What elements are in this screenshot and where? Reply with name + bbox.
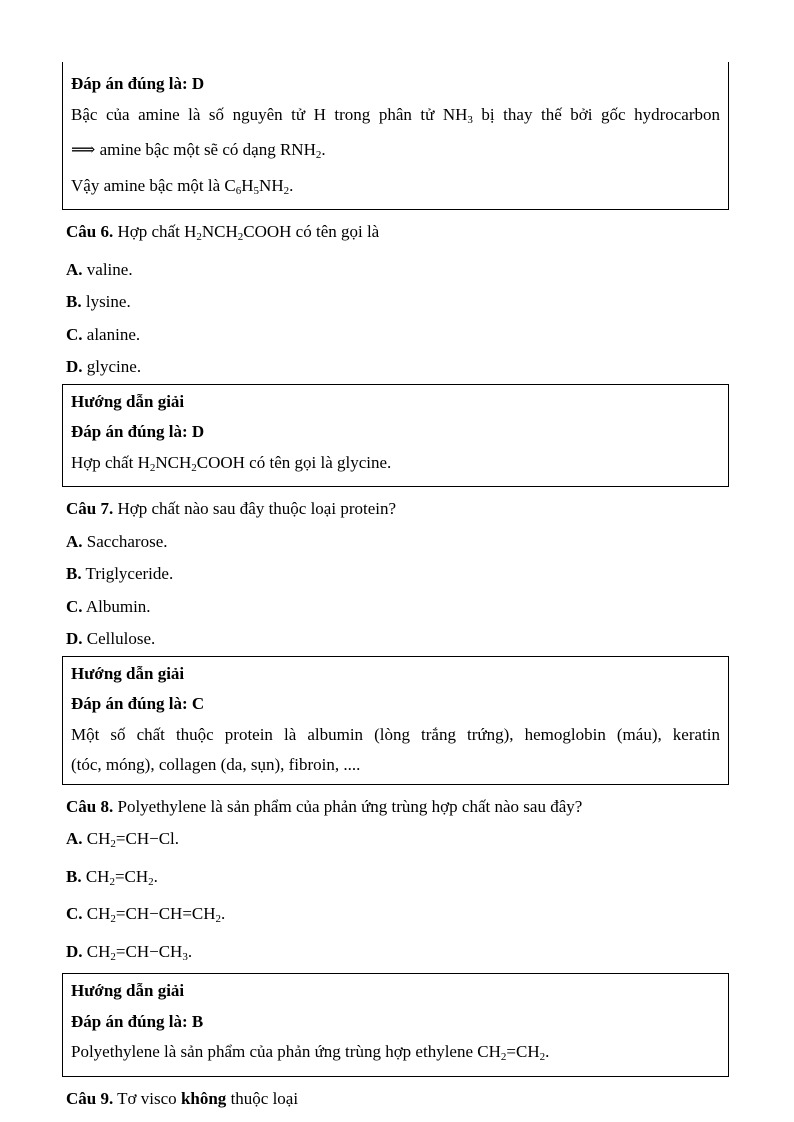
question-8-option-c (66, 898, 728, 936)
text-run: Polyethylene là sản phẩm của phản ứng trùng hợp ethylene CH (71, 1042, 501, 1061)
text-run: ⟹ amine bậc một sẽ có dạng RNH (71, 140, 316, 159)
text-run: NCH (201, 222, 238, 241)
bold-text-run: A. (66, 259, 83, 279)
answer-label (71, 1007, 720, 1038)
guide-heading (71, 976, 720, 1007)
question-8-text (66, 791, 728, 824)
text-run: . (153, 866, 158, 886)
bold-text-run: C. (66, 324, 83, 344)
answer-label (71, 69, 720, 100)
subscript-run: 2 (315, 149, 322, 161)
bold-text-run: C. (66, 904, 83, 923)
question-6-option-c (66, 319, 728, 352)
subscript-run: 6 (235, 184, 242, 197)
subscript-run: 5 (253, 184, 260, 197)
explanation-line (71, 750, 720, 781)
subscript-run: 2 (149, 461, 156, 474)
text-run: . (187, 941, 193, 961)
option-line (66, 351, 728, 384)
text-run: Hợp chất H (113, 222, 197, 241)
subscript-run: 2 (109, 875, 115, 888)
explanation-line (71, 720, 720, 751)
text-run: =CH−Cl. (115, 829, 180, 848)
question-line (66, 216, 728, 254)
text-run: alanine. (82, 324, 141, 344)
text-run: Cellulose. (82, 629, 156, 648)
bold-text-run: Hướng dẫn giải (71, 663, 185, 683)
text-run: H (241, 175, 254, 195)
bold-text-run: Câu 6. (66, 222, 114, 241)
option-line (66, 898, 728, 936)
question-6-option-b (66, 286, 728, 319)
text-run: (tóc, móng), collagen (da, sụn), fibroin, .... (71, 755, 361, 774)
bold-text-run: không (180, 1088, 227, 1108)
question-8-option-b (66, 861, 728, 899)
text-run: =CH (114, 866, 149, 886)
bold-text-run: B. (66, 292, 82, 311)
guide-heading (71, 659, 720, 690)
text-run: lysine. (81, 292, 131, 311)
subscript-run: 2 (196, 231, 202, 243)
question-7-option-b (66, 558, 728, 591)
text-run: NH (259, 175, 284, 195)
option-line (66, 823, 728, 861)
bold-text-run: D. (66, 357, 83, 376)
subscript-run: 2 (539, 1051, 546, 1063)
option-line (66, 254, 728, 287)
option-line (66, 591, 728, 624)
text-run: CH (82, 829, 111, 848)
option-line (66, 936, 728, 974)
text-run: Albumin. (82, 596, 151, 616)
text-run: CH (81, 866, 110, 886)
question-6-option-a (66, 254, 728, 287)
bold-text-run: B. (66, 866, 82, 886)
option-line (66, 319, 728, 352)
bold-text-run: Đáp án đúng là: D (71, 74, 205, 93)
text-run: glycine. (82, 357, 142, 376)
bold-text-run: Đáp án đúng là: C (71, 694, 205, 713)
bold-text-run: C. (66, 596, 83, 616)
solution-box-previous-question (62, 62, 729, 210)
text-run: COOH có tên gọi là glycine. (196, 452, 392, 472)
subscript-run: 2 (110, 838, 116, 850)
text-run: Vậy amine bậc một là C (71, 175, 236, 195)
subscript-run: 2 (500, 1051, 507, 1063)
question-7-option-c (66, 591, 728, 624)
guide-heading (71, 387, 720, 418)
text-run: CH (82, 941, 111, 961)
question-9-text (66, 1083, 728, 1116)
text-run: Bậc của amine là số nguyên tử H trong phân tử NH (71, 104, 468, 124)
explanation-line (71, 135, 720, 171)
explanation-line (71, 1037, 720, 1073)
bold-text-run: D. (66, 629, 83, 648)
text-run: =CH−CH (115, 941, 183, 961)
text-run: COOH có tên gọi là (243, 222, 380, 241)
question-8-option-a (66, 823, 728, 861)
subscript-run: 3 (467, 113, 473, 126)
bold-text-run: A. (66, 531, 83, 551)
subscript-run: 2 (237, 231, 244, 243)
subscript-run: 2 (110, 950, 116, 963)
text-run: . (321, 140, 326, 159)
text-run: Hợp chất nào sau đây thuộc loại protein? (113, 499, 397, 518)
bold-text-run: Hướng dẫn giải (71, 391, 185, 411)
text-run: valine. (82, 259, 133, 279)
text-run: CH (82, 904, 111, 923)
solution-box-question-8 (62, 973, 729, 1077)
solution-box-question-6 (62, 384, 729, 488)
bold-text-run: Câu 9. (66, 1088, 114, 1108)
text-run: Saccharose. (82, 531, 168, 551)
answer-label (71, 689, 720, 720)
option-line (66, 558, 728, 591)
subscript-run: 2 (191, 461, 197, 474)
explanation-line (71, 448, 720, 484)
option-line (66, 623, 728, 656)
question-7-option-a (66, 526, 728, 559)
text-run: bị thay thế bởi gốc hydrocarbon (472, 104, 720, 124)
text-run: Triglyceride. (81, 564, 174, 583)
text-run: Hợp chất H (71, 452, 150, 472)
question-7-text (66, 493, 728, 526)
question-line (66, 791, 728, 824)
bold-text-run: D. (66, 941, 83, 961)
bold-text-run: Đáp án đúng là: B (71, 1011, 204, 1031)
text-run: . (221, 904, 226, 923)
solution-box-question-7 (62, 656, 729, 785)
question-line (66, 1083, 728, 1116)
text-run: Tơ visco (113, 1088, 181, 1108)
bold-text-run: Hướng dẫn giải (71, 981, 185, 1000)
text-run: =CH−CH=CH (115, 904, 216, 923)
question-6-text (66, 216, 728, 254)
subscript-run: 2 (148, 875, 154, 888)
question-7-option-d (66, 623, 728, 656)
explanation-line (71, 100, 720, 136)
question-8-option-d (66, 936, 728, 974)
bold-text-run: Đáp án đúng là: D (71, 422, 205, 441)
subscript-run: 2 (283, 184, 290, 197)
subscript-run: 3 (182, 950, 188, 963)
question-line (66, 493, 728, 526)
text-run: Polyethylene là sản phẩm của phản ứng trùng hợp chất nào sau đây? (113, 796, 583, 816)
option-line (66, 526, 728, 559)
text-run: . (545, 1042, 550, 1061)
text-run: Một số chất thuộc protein là albumin (lòng trắng trứng), hemoglobin (máu), keratin (71, 724, 720, 744)
subscript-run: 2 (215, 913, 222, 925)
option-line (66, 286, 728, 319)
question-6-option-d (66, 351, 728, 384)
bold-text-run: Câu 7. (66, 499, 114, 518)
bold-text-run: B. (66, 564, 82, 583)
text-run: . (289, 175, 294, 195)
text-run: NCH (155, 452, 192, 472)
text-run: thuộc loại (226, 1088, 299, 1108)
explanation-line (71, 171, 720, 207)
subscript-run: 2 (110, 913, 116, 925)
document-content (66, 62, 728, 1115)
answer-label (71, 417, 720, 448)
text-run: =CH (506, 1042, 540, 1061)
option-line (66, 861, 728, 899)
bold-text-run: A. (66, 829, 83, 848)
bold-text-run: Câu 8. (66, 796, 114, 816)
